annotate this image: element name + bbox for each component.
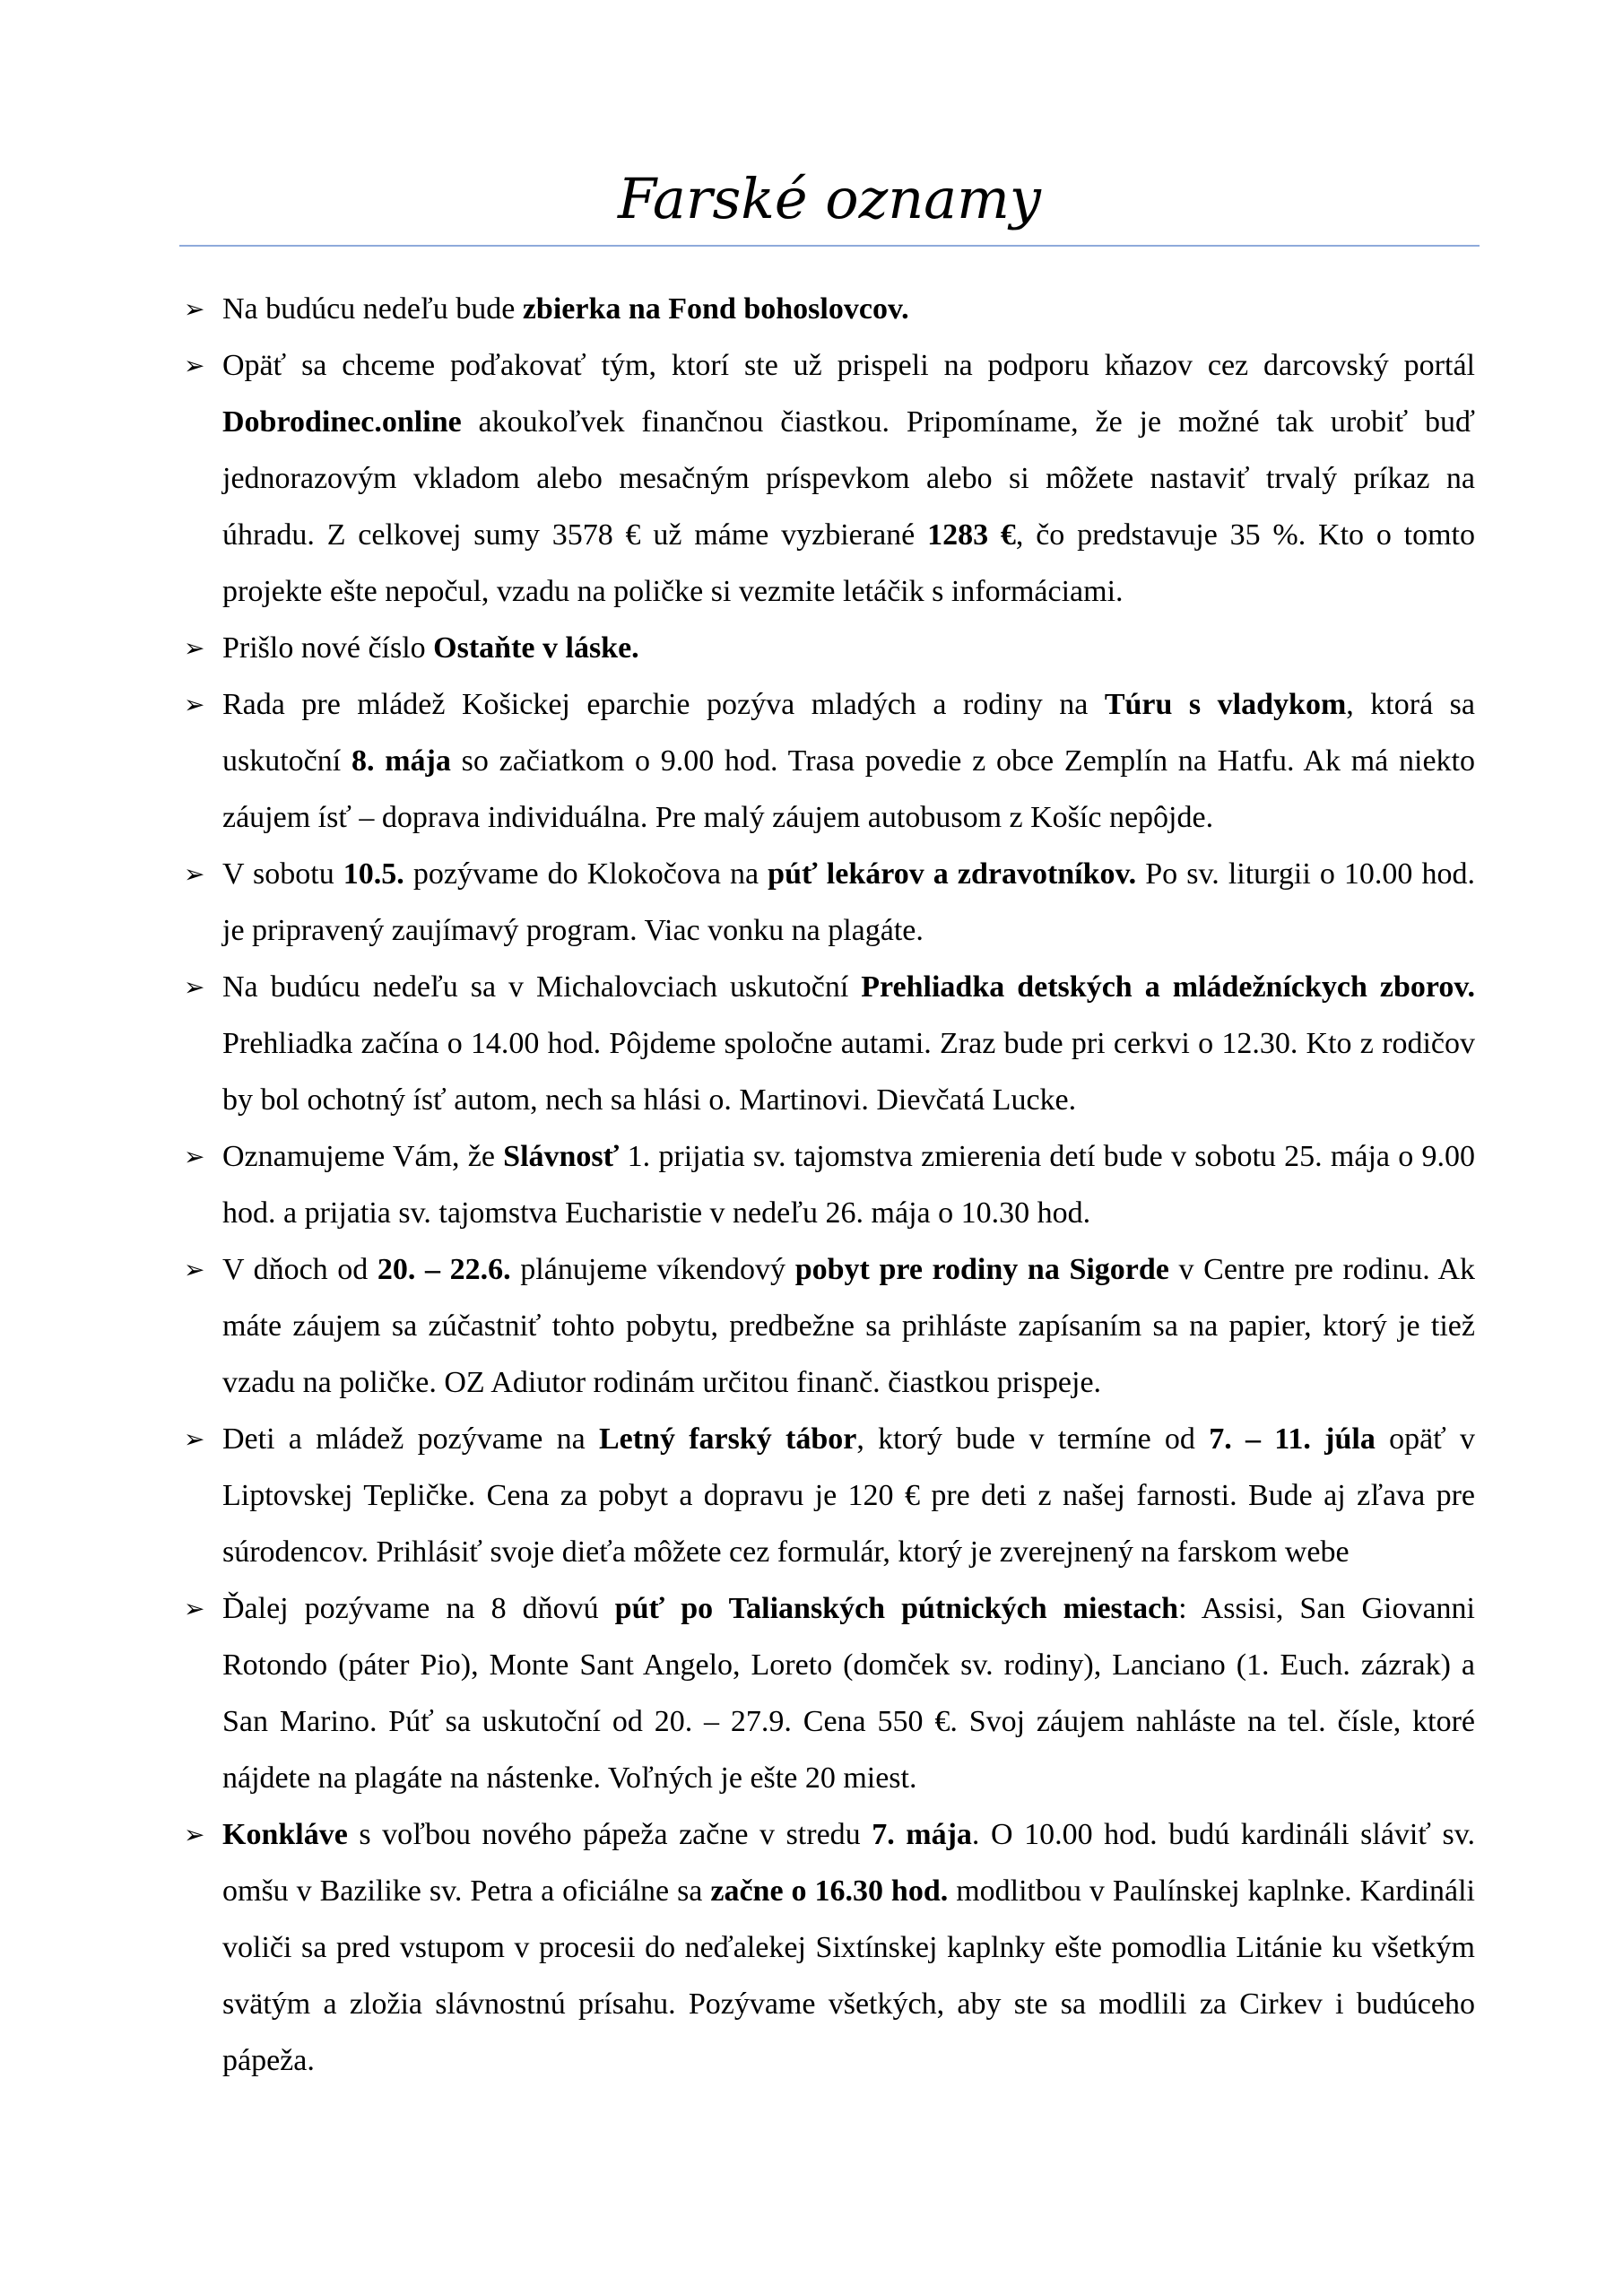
announcement-text: opäť v Liptovskej Tepličke. Cena za pobyt a dopravu je 120 € pre deti z našej farnosti. Bude aj zľava pre súrodencov. Prihlásiť svoje dieťa môžete cez formulár, ktorý je zverejnený na farskom webe xyxy=(222,1422,1475,1569)
announcement-item xyxy=(184,1241,1475,1411)
announcement-text: Oznamujeme Vám, že xyxy=(222,1140,504,1173)
announcement-text: Prehliadka začína o 14.00 hod. Pôjdeme spoločne autami. Zraz bude pri cerkvi o 12.30. Kto z rodičov by bol ochotný ísť autom, nech sa hlási o. Martinovi. Dievčatá Lucke. xyxy=(222,1027,1475,1117)
announcement-item xyxy=(184,620,1475,676)
announcement-text: Na budúcu nedeľu bude xyxy=(222,292,523,326)
announcement-item xyxy=(184,1580,1475,1806)
announcement-list xyxy=(184,281,1475,2089)
announcement-text-bold: 20. – 22.6. xyxy=(377,1253,511,1286)
announcement-text-bold: začne o 16.30 hod. xyxy=(710,1874,949,1908)
announcement-text: s voľbou nového pápeža začne v stredu xyxy=(347,1818,872,1851)
announcement-text-bold: pobyt pre rodiny na Sigorde xyxy=(794,1253,1169,1286)
arrow-bullet-icon: ➢ xyxy=(184,972,205,1002)
arrow-bullet-icon: ➢ xyxy=(184,633,205,663)
announcement-item xyxy=(184,846,1475,959)
announcement-text: , čo predstavuje 35 %. Kto o tomto projekte ešte nepočul, vzadu na poličke si vezmite letáčik s informáciami. xyxy=(222,518,1475,608)
arrow-bullet-icon: ➢ xyxy=(184,1142,205,1171)
announcement-text: Ďalej pozývame na 8 dňovú xyxy=(222,1592,615,1625)
announcement-text: Deti a mládež pozývame na xyxy=(222,1422,599,1456)
announcement-text: v Centre pre rodinu. Ak máte záujem sa zúčastniť tohto pobytu, predbežne sa prihláste zapísaním sa na papier, ktorý je tiež vzadu na poličke. OZ Adiutor rodinám určitou finanč. čiastkou prispeje. xyxy=(222,1253,1476,1399)
announcement-text-bold: Dobrodinec.online xyxy=(222,405,462,439)
arrow-bullet-icon: ➢ xyxy=(184,351,205,380)
announcement-text: Opäť sa chceme poďakovať tým, ktorí ste už prispeli na podporu kňazov cez darcovský portál xyxy=(222,349,1475,382)
announcement-text-bold: Letný farský tábor xyxy=(598,1422,857,1456)
announcement-item xyxy=(184,959,1475,1128)
title-underline xyxy=(179,245,1480,247)
arrow-bullet-icon: ➢ xyxy=(184,1255,205,1284)
announcement-text-bold: 7. – 11. júla xyxy=(1209,1422,1376,1456)
arrow-bullet-icon: ➢ xyxy=(184,1594,205,1623)
announcement-text: plánujeme víkendový xyxy=(510,1253,795,1286)
announcement-text: , ktorý bude v termíne od xyxy=(856,1422,1210,1456)
announcement-text: Na budúcu nedeľu sa v Michalovciach uskutoční xyxy=(222,970,862,1004)
arrow-bullet-icon: ➢ xyxy=(184,690,205,719)
announcement-text-bold: 7. mája xyxy=(872,1818,972,1851)
announcement-text: modlitbou v Paulínskej kaplnke. Kardináli voliči sa pred vstupom v procesii do neďalekej Sixtínskej kaplnky ešte pomodlia Litánie ku všetkým svätým a zložia slávnostnú prísahu. Pozývame všetkých, aby ste sa modlili za Cirkev i budúceho pápeža. xyxy=(222,1874,1475,2077)
announcement-text-bold: Slávnosť xyxy=(503,1140,620,1173)
announcement-item xyxy=(184,676,1475,846)
announcement-item xyxy=(184,281,1475,337)
announcement-text-bold: Ostaňte v láske. xyxy=(433,631,639,665)
announcement-text: akoukoľvek finančnou čiastkou. Pripomíname, že je možné tak urobiť buď jednorazovým vkladom alebo mesačným príspevkom alebo si môžete nastaviť trvalý príkaz na úhradu. Z celkovej sumy 3578 € už máme vyzbierané xyxy=(222,405,1475,552)
announcement-text-bold: púť po Talianských pútnických miestach xyxy=(614,1592,1179,1625)
announcement-text: , ktorá sa uskutoční xyxy=(222,688,1476,778)
announcement-text-bold: Túru s vladykom xyxy=(1104,688,1347,721)
page-title: Farské oznamy xyxy=(618,166,1041,231)
arrow-bullet-icon: ➢ xyxy=(184,294,205,324)
announcement-text: . O 10.00 hod. budú kardináli sláviť sv. omšu v Bazilike sv. Petra a oficiálne sa xyxy=(222,1818,1475,1908)
announcement-item xyxy=(184,1128,1475,1241)
announcement-text-bold: 10.5. xyxy=(343,857,404,891)
announcement-text: Rada pre mládež Košickej eparchie pozýva mladých a rodiny na xyxy=(222,688,1105,721)
announcement-text-bold: 8. mája xyxy=(351,744,451,778)
announcement-text-bold: púť lekárov a zdravotníkov. xyxy=(768,857,1137,891)
announcement-item xyxy=(184,337,1475,620)
announcement-text: so začiatkom o 9.00 hod. Trasa povedie z obce Zemplín na Hatfu. Ak má niekto záujem ísť – doprava individuálna. Pre malý záujem autobusom z Košíc nepôjde. xyxy=(222,744,1475,834)
announcement-text: pozývame do Klokočova na xyxy=(404,857,768,891)
announcement-text: Po sv. liturgii o 10.00 hod. je pripravený zaujímavý program. Viac vonku na plagáte. xyxy=(222,857,1476,947)
announcement-text: V dňoch od xyxy=(222,1253,378,1286)
announcement-item xyxy=(184,1411,1475,1580)
announcement-text-bold: 1283 € xyxy=(927,518,1016,552)
arrow-bullet-icon: ➢ xyxy=(184,859,205,889)
announcement-text: V sobotu xyxy=(222,857,343,891)
announcement-text-bold: Konkláve xyxy=(222,1818,348,1851)
announcement-text: 1. prijatia sv. tajomstva zmierenia detí bude v sobotu 25. mája o 9.00 hod. a prijatia sv. tajomstva Eucharistie v nedeľu 26. mája o 10.30 hod. xyxy=(222,1140,1475,1230)
announcement-item xyxy=(184,1806,1475,2089)
announcement-text: Prišlo nové číslo xyxy=(222,631,434,665)
announcement-text-bold: zbierka na Fond bohoslovcov. xyxy=(522,292,909,326)
arrow-bullet-icon: ➢ xyxy=(184,1820,205,1849)
arrow-bullet-icon: ➢ xyxy=(184,1424,205,1454)
announcement-text-bold: Prehliadka detských a mládežníckych zborov. xyxy=(861,970,1476,1004)
announcement-text: : Assisi, San Giovanni Rotondo (páter Pio), Monte Sant Angelo, Loreto (domček sv. rodiny), Lanciano (1. Euch. zázrak) a San Marino. Púť sa uskutoční od 20. – 27.9. Cena 550 €. Svoj záujem nahláste na tel. čísle, ktoré nájdete na plagáte na nástenke. Voľných je ešte 20 miest. xyxy=(222,1592,1475,1795)
